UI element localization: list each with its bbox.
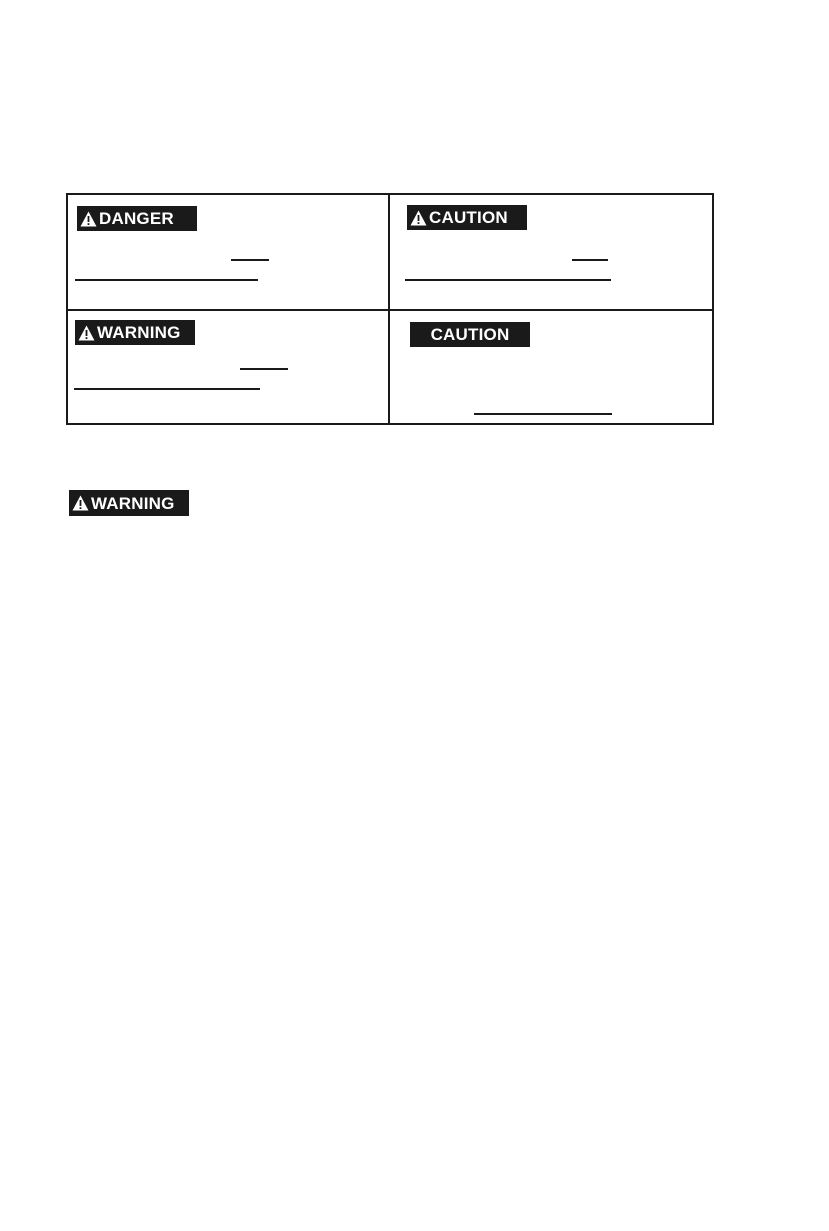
- caution-symbol-label: [407, 205, 527, 230]
- signal-word-table: [66, 193, 714, 425]
- caution-underline-long: [405, 279, 611, 281]
- caution-symbol-label-text: CAUTION: [429, 208, 508, 227]
- warning-cell: [68, 311, 388, 425]
- exclamation-triangle-icon: [80, 211, 97, 227]
- caution-plain-label-text: CAUTION: [430, 325, 510, 344]
- danger-cell: [68, 195, 388, 309]
- caution-plain-label: [410, 322, 530, 347]
- danger-underline-short: [231, 259, 269, 261]
- warning-underline-long: [74, 388, 260, 390]
- warning-heading: [69, 490, 189, 516]
- caution-underline-short: [572, 259, 608, 261]
- caution-symbol-cell: [390, 195, 714, 309]
- exclamation-triangle-icon: [72, 495, 89, 511]
- caution-plain-cell: [390, 311, 714, 425]
- warning-label-text: WARNING: [97, 323, 181, 342]
- caution-plain-underline: [474, 413, 612, 415]
- warning-underline-short: [240, 368, 288, 370]
- warning-label: [75, 320, 195, 345]
- danger-label: [77, 206, 197, 231]
- danger-underline-long: [75, 279, 258, 281]
- warning-heading-text: WARNING: [91, 493, 175, 513]
- danger-label-text: DANGER: [99, 209, 174, 228]
- exclamation-triangle-icon: [78, 325, 95, 341]
- exclamation-triangle-icon: [410, 210, 427, 226]
